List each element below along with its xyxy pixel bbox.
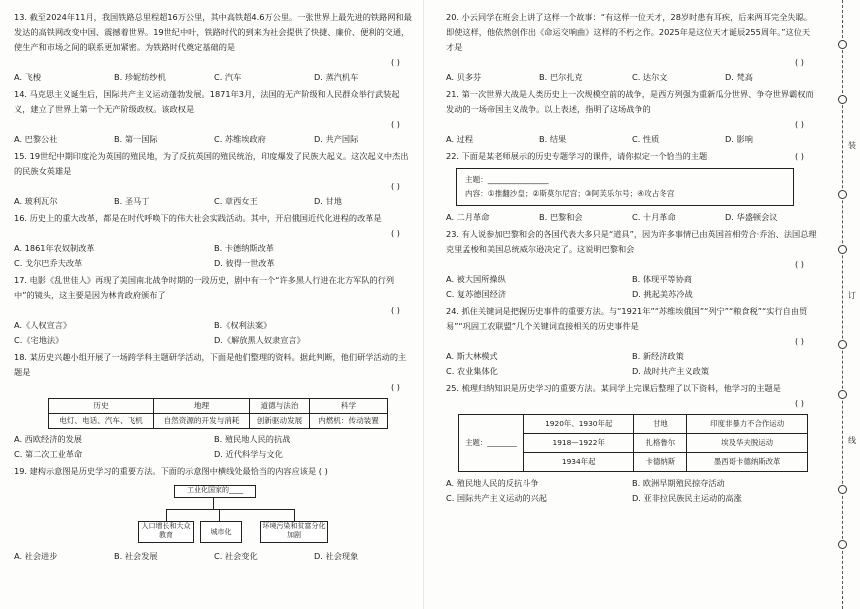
- answer-paren: ( ): [391, 382, 400, 392]
- question-17: [14, 273, 414, 348]
- answer-paren: ( ): [391, 228, 400, 238]
- option-c: C. 汽车: [214, 72, 242, 82]
- question-20: [446, 10, 818, 85]
- table-row: [49, 414, 388, 429]
- option-a: A. 西欧经济的发展: [14, 434, 82, 444]
- diagram-connector: [166, 509, 294, 510]
- question-25: [446, 381, 818, 506]
- answer-paren: ( ): [391, 57, 400, 67]
- option-c: C. 复苏德国经济: [446, 289, 507, 299]
- option-c: C. 戈尔巴乔夫改革: [14, 258, 83, 268]
- answer-paren: ( ): [795, 57, 804, 67]
- options: [14, 241, 414, 271]
- left-column: [14, 10, 414, 566]
- options: [446, 210, 818, 225]
- option-c: C. 国际共产主义运动的兴起: [446, 493, 547, 503]
- option-a: A. 殖民地人民的反抗斗争: [446, 478, 539, 488]
- option-a: A.《人权宣言》: [14, 320, 72, 330]
- option-c: C. 农业集体化: [446, 366, 498, 376]
- option-d: D. 战时共产主义政策: [632, 366, 710, 376]
- right-column: [446, 10, 818, 508]
- options: [14, 432, 414, 462]
- binding-hole: [838, 540, 847, 549]
- answer-paren: ( ): [391, 305, 400, 315]
- options: [446, 476, 818, 506]
- table-header: 道德与法治: [250, 399, 310, 414]
- diagram-connector: [294, 509, 295, 521]
- binding-char: 线: [848, 436, 856, 445]
- option-d: D. 社会现象: [314, 551, 359, 561]
- table-header: 科学: [309, 399, 387, 414]
- summary-table: [458, 414, 808, 472]
- table-cell: 1918—1922年: [524, 434, 634, 453]
- binding-char: 装: [848, 141, 856, 150]
- option-d: D. 挑起美苏冷战: [632, 289, 693, 299]
- answer-paren: ( ): [318, 466, 328, 476]
- option-a: A. 斯大林模式: [446, 351, 498, 361]
- options: [14, 132, 414, 147]
- table-cell: 自然资源的开发与消耗: [154, 414, 250, 429]
- option-b: B. 殖民地人民的抗战: [214, 434, 291, 444]
- option-b: B. 第一国际: [114, 134, 158, 144]
- option-d: D. 共产国际: [314, 134, 359, 144]
- question-stem: 14. 马克思主义诞生后，国际共产主义运动蓬勃发展。1871年3月，法国的无产阶级和人民群众举行武装起义，建立了世界上第一个无产阶级政权。该政权是: [14, 89, 400, 114]
- binding-char: 订: [848, 291, 856, 300]
- option-c: C. 苏维埃政府: [214, 134, 266, 144]
- concept-diagram: [14, 481, 414, 567]
- answer-paren: ( ): [391, 181, 400, 191]
- option-d: D. 影响: [725, 134, 753, 144]
- question-stem: 16. 历史上的重大改革，都是在时代呼唤下的伟大社会实践活动。其中，开启俄国近代化进程的改革是: [14, 213, 382, 223]
- option-a: A. 玻利瓦尔: [14, 196, 58, 206]
- question-16: [14, 211, 414, 271]
- option-d: D. 梵高: [725, 72, 753, 82]
- option-b: B. 圣马丁: [114, 196, 150, 206]
- answer-paren: ( ): [795, 259, 804, 269]
- answer-paren: ( ): [795, 398, 804, 408]
- options: [446, 272, 818, 302]
- option-d: D. 近代科学与文化: [214, 449, 283, 459]
- page-fold: [423, 0, 424, 609]
- question-stem: 22. 下面是某老师展示的历史专题学习的课件，请你拟定一个恰当的主题: [446, 151, 708, 161]
- options: [446, 349, 818, 379]
- table-cell: 1920年、1930年起: [524, 415, 634, 434]
- table-header: 历史: [49, 399, 154, 414]
- question-23: [446, 227, 818, 302]
- question-24: [446, 304, 818, 379]
- option-b: B. 巴尔扎克: [539, 72, 583, 82]
- question-19: [14, 464, 414, 564]
- option-c: C. 社会变化: [214, 551, 258, 561]
- option-a: A. 过程: [446, 134, 474, 144]
- answer-paren: ( ): [391, 119, 400, 129]
- option-b: B. 珍妮纺纱机: [114, 72, 166, 82]
- question-13: [14, 10, 414, 85]
- diagram-connector: [213, 497, 214, 509]
- option-a: A. 飞梭: [14, 72, 42, 82]
- option-c: C. 达尔文: [632, 72, 668, 82]
- binding-hole: [838, 40, 847, 49]
- option-a: A. 被大国所操纵: [446, 274, 506, 284]
- options: [14, 70, 414, 85]
- answer-paren: ( ): [795, 119, 804, 129]
- option-b: B. 欧洲早期殖民掠夺活动: [632, 478, 725, 488]
- question-stem: 23. 有人说参加巴黎和会的各国代表大多只是“道具”，因为许多事情已由英国首相劳合·乔治、法国总理克里孟梭和美国总统威尔逊决定了。这说明巴黎和会: [446, 229, 817, 254]
- question-stem: 13. 截至2024年11月，我国铁路总里程超16万公里，其中高铁超4.6万公里。一张世界上最先进的铁路网和最发达的高铁网改变中国、震撼着世界。19世纪中叶，铁路时代的到来为社会提供了快捷、廉价、便利的交通，使生产和市场之间的联系更加紧密。为铁路时代奠定基础的是: [14, 12, 412, 52]
- diagram-box-population: 人口增长和大众教育: [138, 521, 194, 543]
- question-stem: 17. 电影《乱世佳人》再现了美国南北战争时期的一段历史，剧中有一个“许多黑人行进在北方军队的行列中”的镜头，这主要是因为林肯政府颁布了: [14, 275, 395, 300]
- table-row: [459, 415, 808, 434]
- binding-hole: [838, 190, 847, 199]
- option-b: B. 巴黎和会: [539, 212, 583, 222]
- option-b: B. 卡德纳斯改革: [214, 243, 274, 253]
- option-c: C. 十月革命: [632, 212, 676, 222]
- binding-hole: [838, 95, 847, 104]
- question-15: [14, 149, 414, 209]
- answer-paren: ( ): [795, 336, 804, 346]
- question-stem: 25. 梳理归纳知识是历史学习的重要方法。某同学上完课后整理了以下资料，他学习的主题是: [446, 383, 781, 393]
- option-a: A. 1861年农奴制改革: [14, 243, 95, 253]
- option-d: D. 甘地: [314, 196, 342, 206]
- diagram-connector: [219, 509, 220, 521]
- option-c: C.《宅地法》: [14, 335, 64, 345]
- option-c: C. 第二次工业革命: [14, 449, 83, 459]
- option-b: B.《权利法案》: [214, 320, 272, 330]
- table-cell: 墨西哥卡德纳斯改革: [687, 453, 808, 472]
- option-d: D. 华盛顿会议: [725, 212, 778, 222]
- table-cell: 甘地: [634, 415, 687, 434]
- question-stem: 24. 抓住关键词是把握历史事件的重要方法。与“1921年”“苏维埃俄国”“列宁”“粮食税”“实行自由贸易”“巩固工农联盟”几个关键词直接相关的历史事件是: [446, 306, 808, 331]
- answer-paren: ( ): [795, 151, 804, 161]
- diagram-box-pollution: 环境污染和贫富分化加剧: [260, 521, 328, 543]
- question-22: [446, 149, 818, 225]
- table-cell: 1934年起: [524, 453, 634, 472]
- table-cell: 扎格鲁尔: [634, 434, 687, 453]
- subject-table: [48, 398, 388, 429]
- option-b: B. 新经济政策: [632, 351, 684, 361]
- table-cell: 内燃机：传动装置: [309, 414, 387, 429]
- option-d: D. 蒸汽机车: [314, 72, 359, 82]
- option-c: C. 性质: [632, 134, 660, 144]
- option-b: B. 结果: [539, 134, 567, 144]
- table-cell: 埃及华夫脱运动: [687, 434, 808, 453]
- options: [446, 132, 818, 147]
- option-b: B. 社会发展: [114, 551, 158, 561]
- question-14: [14, 87, 414, 147]
- option-d: D. 彼得一世改革: [214, 258, 275, 268]
- table-header-row: [49, 399, 388, 414]
- diagram-top-box: 工业化国家的____: [174, 485, 256, 498]
- binding-hole: [838, 485, 847, 494]
- table-cell: 创新驱动发展: [250, 414, 310, 429]
- option-b: B. 体现平等协商: [632, 274, 692, 284]
- question-18: [14, 350, 414, 462]
- question-stem: 20. 小云同学在班会上讲了这样一个故事：“有这样一位天才，28岁时患有耳疾，后来两耳完全失聪。即使这样，他依然创作出《命运交响曲》这样的不朽之作。2025年是这位天才诞辰255周年。”这位天才是: [446, 12, 812, 52]
- diagram-connector: [166, 509, 167, 521]
- option-d: D. 亚非拉民族民主运动的高涨: [632, 493, 742, 503]
- option-a: A. 贝多芬: [446, 72, 482, 82]
- question-stem: 21. 第一次世界大战是人类历史上一次规模空前的战争，是西方列强为重新瓜分世界、争夺世界霸权而发动的一场帝国主义战争。以上表述，指明了这场战争的: [446, 89, 814, 114]
- table-cell: 印度非暴力不合作运动: [687, 415, 808, 434]
- table-cell: 卡德纳斯: [634, 453, 687, 472]
- option-a: A. 二月革命: [446, 212, 490, 222]
- options: [14, 318, 414, 348]
- table-cell: 电灯、电话、汽车、飞机: [49, 414, 154, 429]
- courseware-topic: 主题：________________: [465, 175, 549, 184]
- option-d: D.《解放黑人奴隶宣言》: [214, 335, 305, 345]
- courseware-content: 内容：①推翻沙皇；②斯莫尔尼宫；③阿芙乐尔号；④攻占冬宫: [465, 189, 675, 198]
- option-c: C. 章西女王: [214, 196, 258, 206]
- options: [446, 70, 818, 85]
- binding-hole: [838, 340, 847, 349]
- binding-margin: [828, 0, 860, 609]
- options: [14, 194, 414, 209]
- question-21: [446, 87, 818, 147]
- binding-line: [842, 0, 843, 609]
- option-a: A. 社会进步: [14, 551, 58, 561]
- question-stem: 18. 某历史兴趣小组开展了一场跨学科主题研学活动，下面是他们整理的资料。据此判断，他们研学活动的主题是: [14, 352, 407, 377]
- table-header: 地理: [154, 399, 250, 414]
- question-stem: 15. 19世纪中期印度沦为英国的殖民地，为了反抗英国的殖民统治，印度爆发了民族大起义。这次起义中杰出的民族女英雄是: [14, 151, 409, 176]
- diagram-box-urbanization: 城市化: [200, 521, 242, 543]
- binding-hole: [838, 245, 847, 254]
- courseware-box: [456, 168, 794, 206]
- binding-hole: [838, 390, 847, 399]
- question-stem: 19. 建构示意图是历史学习的重要方法。下面的示意图中横线处最恰当的内容应该是: [14, 466, 317, 476]
- option-a: A. 巴黎公社: [14, 134, 58, 144]
- table-topic-label: 主题：________: [459, 415, 524, 472]
